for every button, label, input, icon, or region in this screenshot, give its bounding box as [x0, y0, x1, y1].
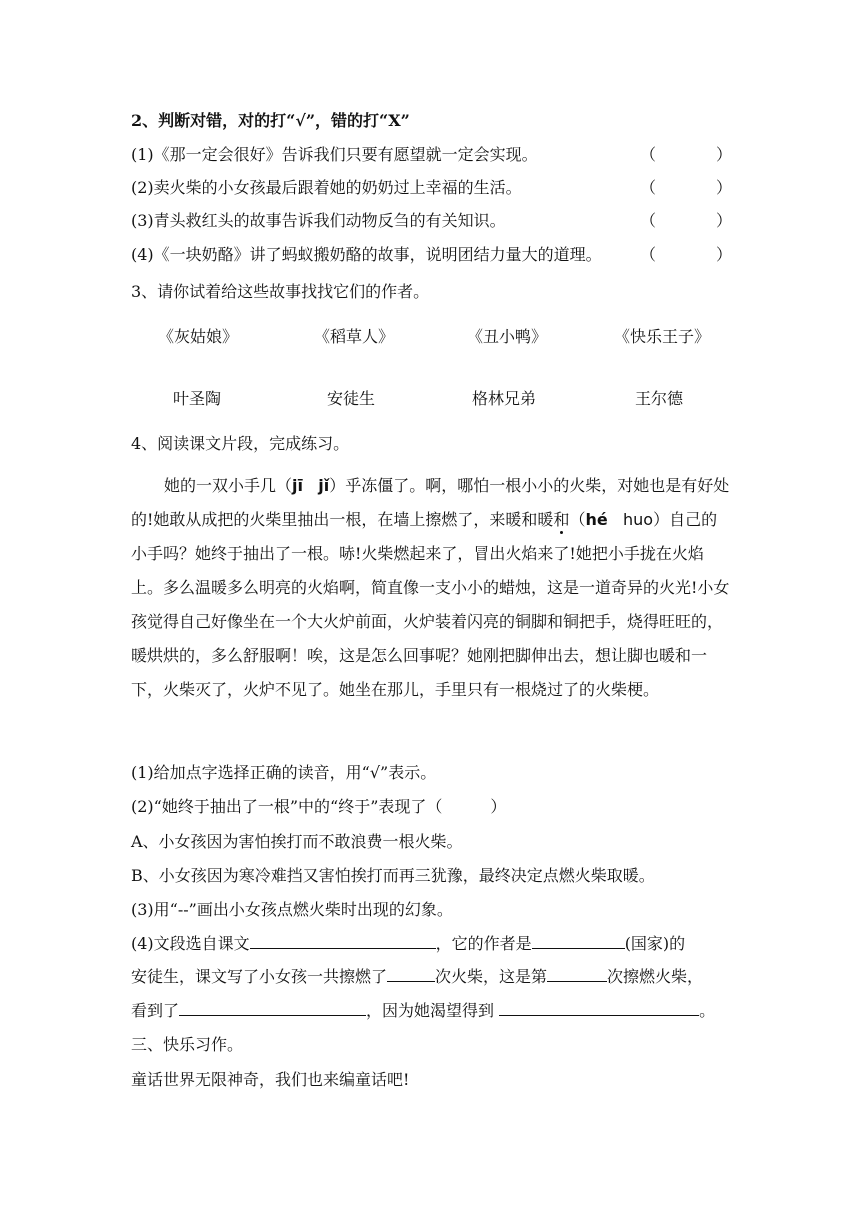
- q4-title: 4、阅读课文片段，完成练习。: [131, 434, 350, 453]
- q4-sub4-line2: 安徒生，课文写了小女孩一共擦燃了 次火柴，这是第 次擦燃火柴，: [131, 967, 704, 986]
- q2-answer-close-1: ）: [716, 145, 733, 164]
- author-name: 叶圣陶: [173, 389, 222, 408]
- q2-answer-open-3: （: [640, 211, 657, 230]
- author-name: 格林兄弟: [472, 389, 537, 408]
- q4-sub4-line1: (4)文段选自课文 ，它的作者是 (国家)的: [131, 934, 686, 953]
- q2-item-3: (3)青头救红头的故事告诉我们动物反刍的有关知识。: [131, 211, 506, 230]
- fill-blank[interactable]: [250, 933, 436, 949]
- q2-answer-open-2: （: [640, 178, 657, 197]
- book-title: 《灰姑娘》: [158, 327, 239, 346]
- q2-item-1: (1)《那一定会很好》告诉我们只要有愿望就一定会实现。: [131, 145, 538, 164]
- q2-answer-open-4: （: [640, 245, 657, 264]
- fill-blank[interactable]: [179, 1000, 366, 1016]
- q4-sub4-line3: 看到了 ，因为她渴望得到 。: [131, 1001, 716, 1020]
- book-title: 《快乐王子》: [614, 327, 711, 346]
- q4-sub3: (3)用“--”画出小女孩点燃火柴时出现的幻象。: [131, 900, 453, 919]
- author-name: 王尔德: [635, 389, 684, 408]
- fill-blank[interactable]: [499, 1000, 699, 1016]
- q2-title: 2、判断对错，对的打“√”，错的打“X”: [131, 111, 410, 130]
- q4-sub2: (2)“她终于抽出了一根”中的“终于”表现了（ ）: [131, 797, 507, 816]
- q2-answer-close-3: ）: [716, 211, 733, 230]
- section3-title: 三、快乐习作。: [131, 1035, 244, 1054]
- pinyin-option: jǐ: [318, 476, 330, 495]
- pinyin-option: jī: [292, 476, 303, 495]
- book-title: 《稻草人》: [314, 327, 395, 346]
- section3-prompt: 童话世界无限神奇，我们也来编童话吧!: [131, 1070, 410, 1089]
- q2-answer-open-1: （: [640, 145, 657, 164]
- author-name: 安徒生: [327, 389, 376, 408]
- pinyin-option: hé: [585, 510, 608, 529]
- pinyin-option: huo: [622, 510, 654, 529]
- fill-blank[interactable]: [387, 966, 435, 982]
- q2-answer-close-2: ）: [716, 178, 733, 197]
- passage-text: 她的一双小手几（jī jǐ）乎冻僵了。啊，哪怕一根小小的火柴，对她也是有好处的!她敢从成把的火柴里抽出一根，在墙上擦燃了，来暖和暖和（hé huo）自己的小手吗？她终于抽出了一根。哧!火柴燃起来了，冒出火焰来了!她把小手拢在火焰上。多么温暖多么明亮的火焰啊，简直像一支小小的蜡烛，这是一道奇异的火光!小女孩觉得自己好像坐在一个大火炉前面，火炉装着闪亮的铜脚和铜把手，烧得旺旺的，暖烘烘的，多么舒服啊！唉，这是怎么回事呢？她刚把脚伸出去，想让脚也暖和一下，火柴灭了，火炉不见了。她坐在那儿，手里只有一根烧过了的火柴梗。: [131, 476, 730, 699]
- q4-option-a: A、小女孩因为害怕挨打而不敢浪费一根火柴。: [131, 832, 463, 851]
- q3-title: 3、请你试着给这些故事找找它们的作者。: [131, 282, 430, 301]
- book-title: 《丑小鸭》: [467, 327, 548, 346]
- fill-blank[interactable]: [547, 966, 607, 982]
- q2-item-2: (2)卖火柴的小女孩最后跟着她的奶奶过上幸福的生活。: [131, 178, 522, 197]
- q4-sub1: (1)给加点字选择正确的读音，用“√”表示。: [131, 763, 437, 782]
- q4-option-b: B、小女孩因为寒冷难挡又害怕挨打而再三犹豫，最终决定点燃火柴取暖。: [131, 866, 655, 885]
- dotted-character: 和: [553, 510, 570, 529]
- q2-item-4: (4)《一块奶酪》讲了蚂蚁搬奶酪的故事，说明团结力量大的道理。: [131, 245, 602, 264]
- q2-answer-close-4: ）: [716, 245, 733, 264]
- fill-blank[interactable]: [532, 933, 625, 949]
